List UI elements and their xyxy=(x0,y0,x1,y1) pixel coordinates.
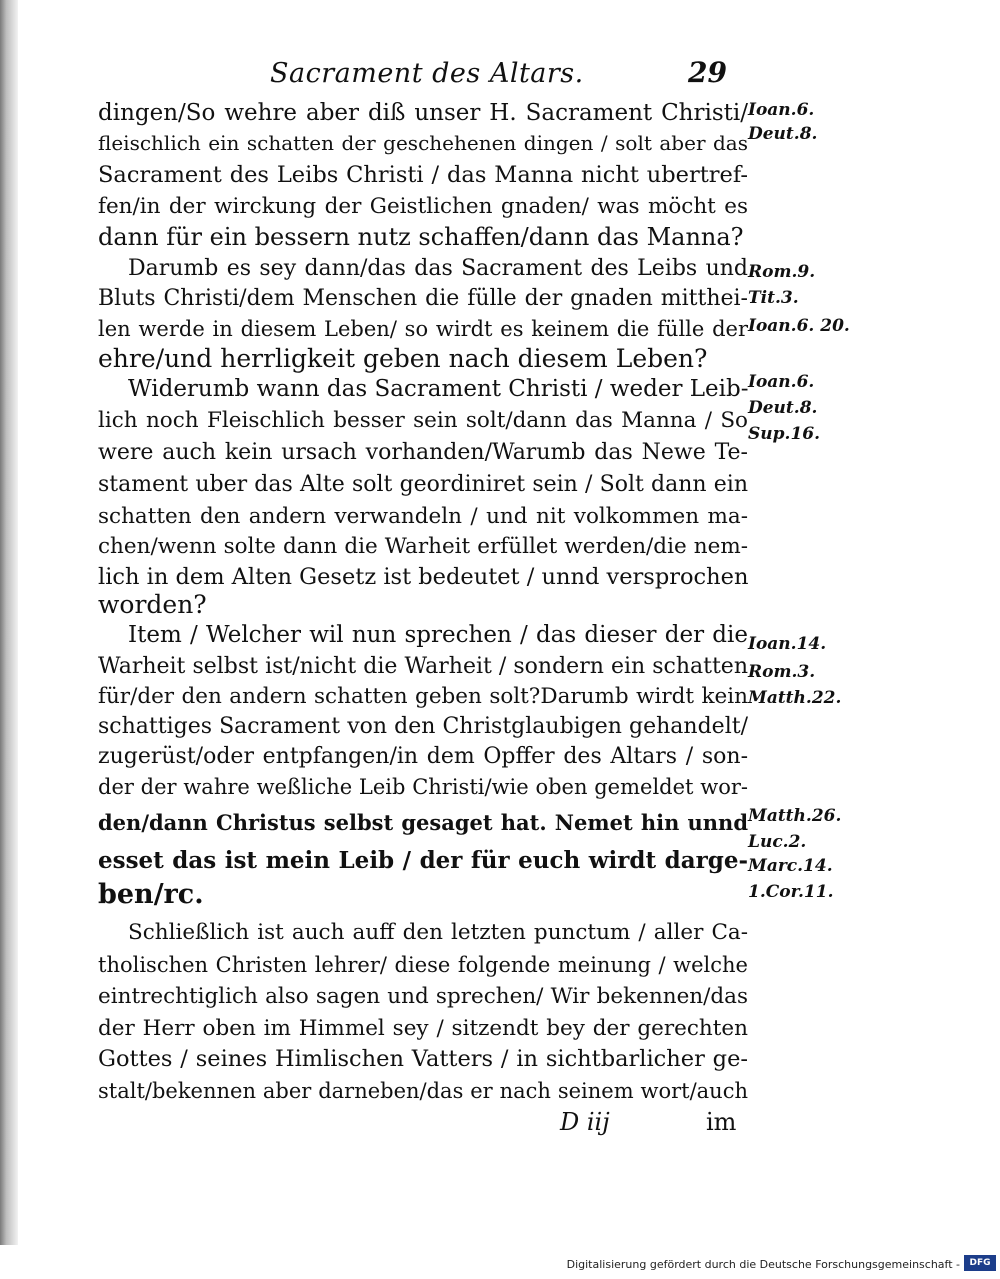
text-line: worden? xyxy=(98,590,207,619)
margin-note: Matth.26. xyxy=(748,806,842,826)
text-line: ben/rc. xyxy=(98,879,204,910)
margin-note: Deut.8. xyxy=(748,398,818,418)
margin-note: Ioan.6. xyxy=(748,100,815,120)
margin-note: Marc.14. xyxy=(748,856,833,876)
page-number: 29 xyxy=(688,56,727,89)
margin-note: Luc.2. xyxy=(748,832,807,852)
page-gutter-shadow xyxy=(0,0,18,1245)
margin-note: Ioan.6. xyxy=(748,372,815,392)
text-line: ehre/und herrligkeit geben nach diesem Leben? xyxy=(98,344,708,373)
text-line: esset das ist mein Leib / der für euch wirdt darge- xyxy=(98,847,748,874)
margin-note: Deut.8. xyxy=(748,124,818,144)
text-line: fleischlich ein schatten der geschehenen dingen / solt aber das xyxy=(98,131,748,155)
margin-note: 1.Cor.11. xyxy=(748,882,834,902)
text-line: schattiges Sacrament von den Christglaubigen gehandelt/ xyxy=(98,714,748,739)
signature-mark: D iij xyxy=(560,1108,610,1136)
margin-note: Matth.22. xyxy=(748,688,842,708)
text-line: zugerüst/oder entpfangen/in dem Opffer des Altars / son- xyxy=(98,744,748,769)
text-line: eintrechtiglich also sagen und sprechen/ Wir bekennen/das xyxy=(98,984,748,1009)
text-line: chen/wenn solte dann die Warheit erfüllet werden/die nem- xyxy=(98,534,748,559)
text-line: stament uber das Alte solt geordiniret sein / Solt dann ein xyxy=(98,472,748,497)
text-line: schatten den andern verwandeln / und nit volkommen ma- xyxy=(98,504,748,529)
text-line: dingen/So wehre aber diß unser H. Sacrament Christi/ xyxy=(98,100,748,126)
margin-note: Rom.3. xyxy=(748,662,816,682)
text-line: lich noch Fleischlich besser sein solt/dann das Manna / So xyxy=(98,408,748,433)
text-line: Schließlich ist auch auff den letzten punctum / aller Ca- xyxy=(128,920,748,945)
text-line: Warheit selbst ist/nicht die Warheit / sondern ein schatten xyxy=(98,654,748,679)
text-line: der Herr oben im Himmel sey / sitzendt bey der gerechten xyxy=(98,1016,748,1041)
text-line: lich in dem Alten Gesetz ist bedeutet / unnd versprochen xyxy=(98,564,749,590)
text-line: len werde in diesem Leben/ so wirdt es keinem die fülle der xyxy=(98,317,748,341)
text-line: stalt/bekennen aber darneben/das er nach seinem wort/auch xyxy=(98,1079,748,1103)
text-line: dann für ein bessern nutz schaffen/dann das Manna? xyxy=(98,223,744,251)
margin-note: Rom.9. xyxy=(748,262,816,282)
catchword: im xyxy=(706,1108,737,1136)
margin-note: Ioan.6. 20. xyxy=(748,316,850,336)
text-line: den/dann Christus selbst gesaget hat. Nemet hin unnd xyxy=(98,810,748,835)
margin-note: Tit.3. xyxy=(748,288,799,308)
text-line: were auch kein ursach vorhanden/Warumb das Newe Te- xyxy=(98,440,748,465)
running-head: Sacrament des Altars. xyxy=(270,58,584,89)
text-line: Item / Welcher wil nun sprechen / das dieser der die xyxy=(128,622,748,648)
text-line: der der wahre weßliche Leib Christi/wie oben gemeldet wor- xyxy=(98,775,748,799)
margin-note: Sup.16. xyxy=(748,424,821,444)
text-line: für/der den andern schatten geben solt?Darumb wirdt kein xyxy=(98,684,748,709)
text-line: Widerumb wann das Sacrament Christi / weder Leib- xyxy=(128,376,749,402)
text-line: tholischen Christen lehrer/ diese folgende meinung / welche xyxy=(98,953,748,977)
text-line: fen/in der wirckung der Geistlichen gnaden/ was möcht es xyxy=(98,194,748,219)
dfg-logo-icon: DFG xyxy=(964,1255,996,1271)
text-line: Gottes / seines Himlischen Vatters / in sichtbarlicher ge- xyxy=(98,1046,748,1072)
margin-note: Ioan.14. xyxy=(748,634,827,654)
text-line: Darumb es sey dann/das das Sacrament des Leibs und xyxy=(128,256,748,281)
text-line: Bluts Christi/dem Menschen die fülle der gnaden mitthei- xyxy=(98,286,748,311)
funding-note: Digitalisierung gefördert durch die Deutsche Forschungsgemeinschaft - xyxy=(566,1258,960,1271)
text-line: Sacrament des Leibs Christi / das Manna nicht ubertref- xyxy=(98,162,748,188)
